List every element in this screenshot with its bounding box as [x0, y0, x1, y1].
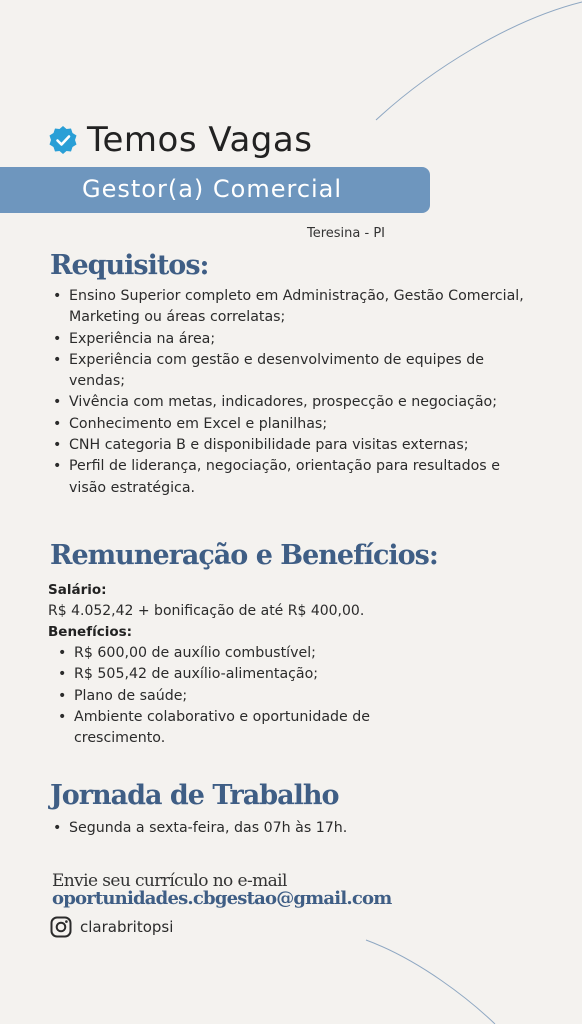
list-item: • Perfil de liderança, negociação, orientação para resultados e visão estratégica. — [51, 456, 529, 499]
list-item: • Conhecimento em Excel e planilhas; — [51, 414, 529, 435]
list-item: • Vivência com metas, indicadores, prospecção e negociação; — [51, 392, 529, 413]
page-title: Temos Vagas — [87, 120, 313, 160]
verified-check-icon — [48, 125, 78, 155]
instagram-handle-row[interactable] — [50, 916, 173, 938]
list-item: • Plano de saúde; — [56, 686, 416, 707]
list-item: • Segunda a sexta-feira, das 07h às 17h. — [51, 818, 521, 839]
list-item: • R$ 600,00 de auxílio combustível; — [56, 643, 416, 664]
salary-value: R$ 4.052,42 + bonificação de até R$ 400,00. — [48, 603, 365, 619]
contact-email[interactable]: oportunidades.cbgestao@gmail.com — [52, 888, 392, 909]
list-item: • Experiência na área; — [51, 329, 529, 350]
schedule-list — [51, 818, 521, 839]
salary-label: Salário: — [48, 582, 107, 598]
requirements-list — [51, 286, 529, 499]
list-item: • Ensino Superior completo em Administração, Gestão Comercial, Marketing ou áreas correlatas; — [51, 286, 529, 329]
role-banner — [0, 167, 430, 213]
schedule-heading: Jornada de Trabalho — [50, 780, 339, 811]
benefits-label: Benefícios: — [48, 624, 133, 640]
list-item: • R$ 505,42 de auxílio-alimentação; — [56, 664, 416, 685]
list-item: • Experiência com gestão e desenvolvimento de equipes de vendas; — [51, 350, 529, 393]
instagram-handle: clarabritopsi — [80, 918, 174, 936]
benefits-list — [56, 643, 416, 749]
list-item: • CNH categoria B e disponibilidade para visitas externas; — [51, 435, 529, 456]
contact-instruction: Envie seu currículo no e-mail — [52, 871, 287, 891]
hero-title-row — [48, 120, 312, 160]
requirements-heading: Requisitos: — [50, 250, 209, 281]
instagram-icon — [50, 916, 72, 938]
job-location: Teresina - PI — [307, 226, 386, 241]
compensation-heading: Remuneração e Benefícios: — [50, 540, 438, 571]
list-item: • Ambiente colaborativo e oportunidade de crescimento. — [56, 707, 416, 750]
role-title: Gestor(a) Comercial — [82, 175, 343, 203]
